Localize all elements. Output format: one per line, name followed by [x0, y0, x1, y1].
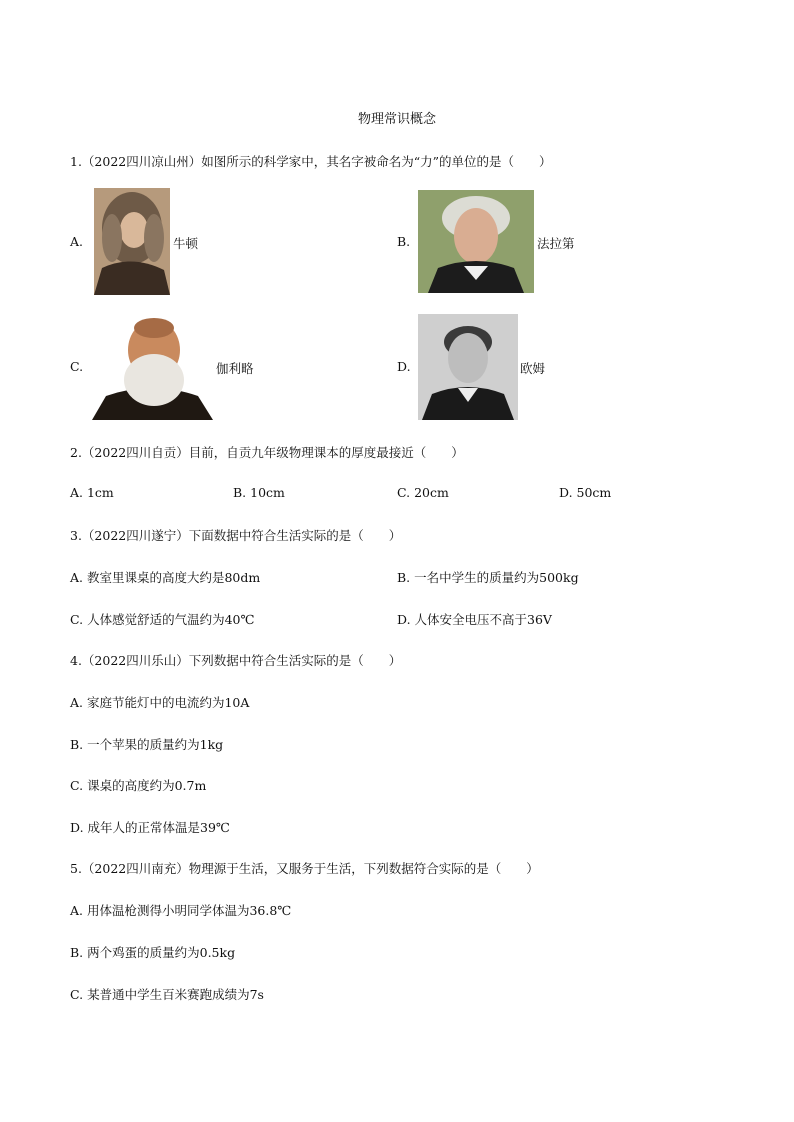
q3-option-b[interactable]: B. 一名中学生的质量约为500kg: [397, 570, 579, 585]
q4-option-d[interactable]: D. 成年人的正常体温是39℃: [70, 820, 230, 835]
q5-option-c[interactable]: C. 某普通中学生百米赛跑成绩为7s: [70, 987, 264, 1002]
q1-option-b-caption: 法拉第: [537, 236, 575, 251]
newton-portrait: [94, 188, 170, 295]
question-1-stem: 1.（2022四川凉山州）如图所示的科学家中，其名字被命名为“力”的单位的是（ ）: [70, 154, 552, 169]
question-2-stem: 2.（2022四川自贡）目前，自贡九年级物理课本的厚度最接近（ ）: [70, 445, 464, 460]
q4-option-b[interactable]: B. 一个苹果的质量约为1kg: [70, 737, 224, 752]
q1-option-d-caption: 欧姆: [520, 361, 546, 376]
question-3-stem: 3.（2022四川遂宁）下面数据中符合生活实际的是（ ）: [70, 528, 402, 543]
q2-option-b[interactable]: B. 10cm: [233, 485, 285, 500]
q3-option-a[interactable]: A. 教室里课桌的高度大约是80dm: [70, 570, 261, 585]
question-4-stem: 4.（2022四川乐山）下列数据中符合生活实际的是（ ）: [70, 653, 402, 668]
q3-option-d[interactable]: D. 人体安全电压不高于36V: [397, 612, 552, 627]
q1-option-a-caption: 牛顿: [173, 236, 199, 251]
q2-option-c[interactable]: C. 20cm: [397, 485, 449, 500]
galileo-portrait: [92, 310, 213, 420]
q3-option-c[interactable]: C. 人体感觉舒适的气温约为40℃: [70, 612, 255, 627]
q1-option-d-letter[interactable]: D.: [397, 359, 411, 374]
q1-option-c-letter[interactable]: C.: [70, 359, 84, 374]
q4-option-a[interactable]: A. 家庭节能灯中的电流约为10A: [70, 695, 250, 710]
question-5-stem: 5.（2022四川南充）物理源于生活，又服务于生活，下列数据符合实际的是（ ）: [70, 861, 539, 876]
q1-option-a-letter[interactable]: A.: [70, 234, 84, 249]
ohm-portrait: [418, 314, 518, 420]
q5-option-a[interactable]: A. 用体温枪测得小明同学体温为36.8℃: [70, 903, 292, 918]
q2-option-a[interactable]: A. 1cm: [70, 485, 114, 500]
q1-option-c-caption: 伽利略: [216, 361, 254, 376]
q4-option-c[interactable]: C. 课桌的高度约为0.7m: [70, 778, 207, 793]
page-title: 物理常识概念: [357, 112, 436, 127]
q1-option-b-letter[interactable]: B.: [397, 234, 411, 249]
q2-option-d[interactable]: D. 50cm: [559, 485, 612, 500]
q5-option-b[interactable]: B. 两个鸡蛋的质量约为0.5kg: [70, 945, 236, 960]
faraday-portrait: [418, 190, 534, 293]
